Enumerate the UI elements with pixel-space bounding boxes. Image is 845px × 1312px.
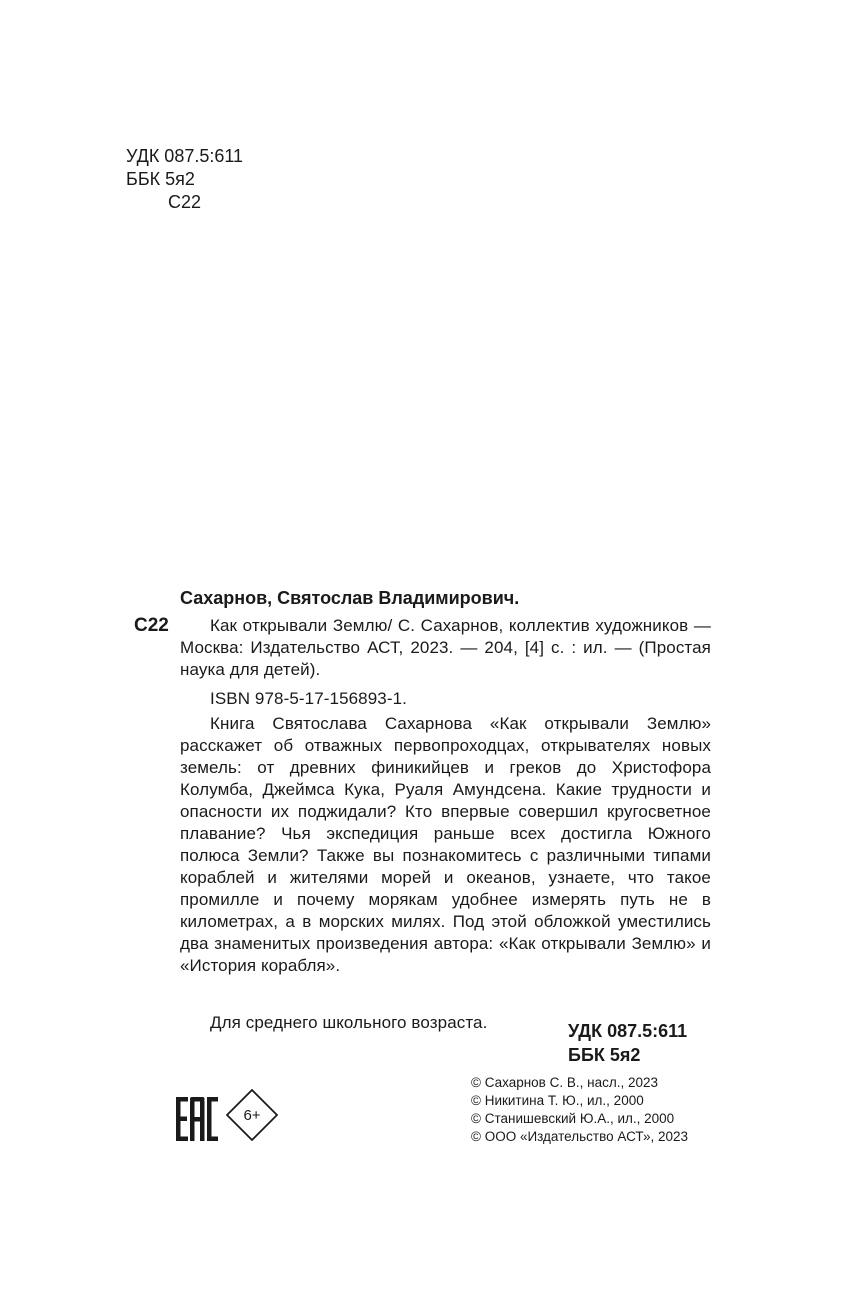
age-note: Для среднего школьного возраста. [210,1013,488,1032]
cutter-code: С22 [168,192,202,212]
annotation: Книга Святослава Сахарнова «Как открывали Землю» расскажет об отважных первопроходцах, открывателях новых земель: от древних финикийцев и греков до Христофора Колумба, Джеймса Кука, Руаля Амундсена. Какие трудности и опасности их поджидали? Кто впервые совершил кругосветное плавание? Чья экспедиция раньше всех достигла Южного полюса Земли? Также вы познакомитесь с различными типами кораблей и жителями морей и океанов, узнаете, что такое промилле и почему морякам удобнее измерять путь не в километрах, а в морских милях. Под этой обложкой уместились два знаменитых произведения автора: «Как открывали Землю» и «История корабля». [180,714,711,975]
author-heading: Сахарнов, Святослав Владимирович. [180,588,520,608]
copyright-line: © Никитина Т. Ю., ил., 2000 [471,1093,644,1108]
cutter-mark: С22 [134,615,169,636]
udk-code: УДК 087.5:611 [126,146,244,166]
age-rating-badge [226,1089,278,1141]
top-classification-codes [126,145,243,214]
classification-block [568,1019,687,1067]
isbn: ISBN 978-5-17-156893-1. [210,689,407,708]
copyright-line: © Станишевский Ю.А., ил., 2000 [471,1111,675,1126]
copyright-line: © Сахарнов С. В., насл., 2023 [471,1075,658,1090]
udk-code-bold: УДК 087.5:611 [568,1021,688,1041]
bbk-code-bold: ББК 5я2 [568,1045,641,1065]
bibliographic-entry: Как открывали Землю/ С. Сахарнов, коллектив художников — Москва: Издательство АСТ, 2023. — 204, [4] с. : ил. — (Простая наука для детей). [180,616,711,679]
eac-logo-icon [176,1097,218,1141]
copyright-line: © ООО «Издательство АСТ», 2023 [471,1129,689,1144]
bbk-code: ББК 5я2 [126,169,195,189]
copyright-block [471,1074,688,1146]
age-rating-label: 6+ [243,1107,261,1124]
